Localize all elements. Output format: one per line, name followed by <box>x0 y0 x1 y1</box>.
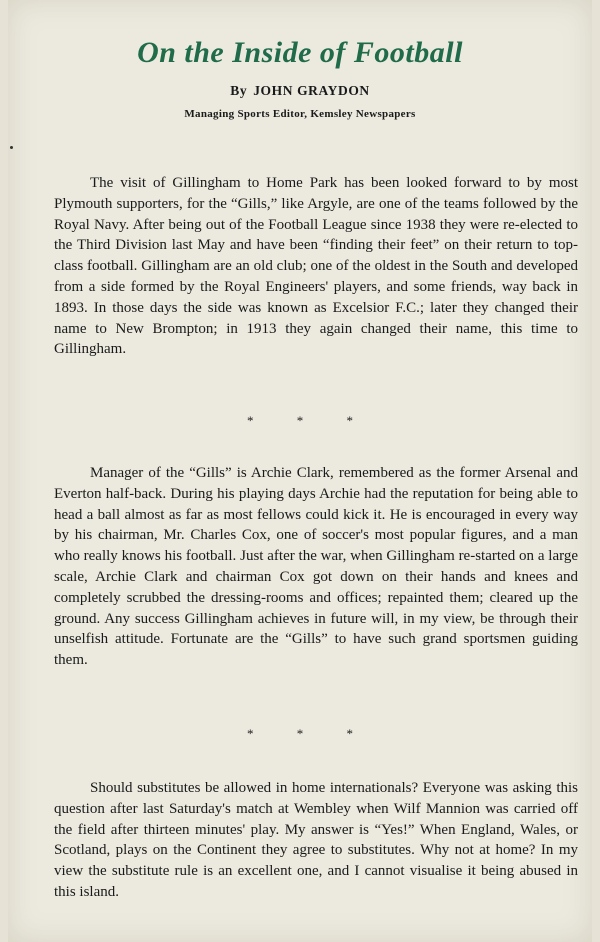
section-separator: * * * <box>247 413 353 428</box>
author-name: JOHN GRAYDON <box>253 83 370 98</box>
byline <box>0 83 600 99</box>
section-separator: * * * <box>247 726 353 741</box>
ink-speck <box>10 146 13 149</box>
paragraph-substitutes: Should substitutes be allowed in home internationals? Everyone was asking this question after last Saturday's match at Wembley when Wilf Mannion was carried off the field after thirteen minutes' play. My answer is “Yes!” When England, Wales, or Scotland, plays on the Continent they agree to substitutes. Why not at home? In my view the substitute rule is an excellent one, and I cannot visualise it being abused in this island. <box>54 780 578 900</box>
byline-prefix: By <box>230 83 248 98</box>
paragraph-archie-clark: Manager of the “Gills” is Archie Clark, remembered as the former Arsenal and Everton half-back. During his playing days Archie had the reputation for being able to head a ball almost as far as most fellows could kick it. He is encouraged in every way by his chairman, Mr. Charles Cox, one of soccer's most popular figures, and a man who really knows his football. Just after the war, when Gillingham re-started on a large scale, Archie Clark and chairman Cox got down on their hands and knees and completely scrubbed the dressing-rooms and offices; repainted them; cleared up the ground. Any success Gillingham achieves in future will, in my view, be through their unselfish attitude. Fortunate are the “Gills” to have such grand sportsmen guiding them. <box>54 465 578 669</box>
author-role: Managing Sports Editor, Kemsley Newspapers <box>184 108 416 120</box>
article-title: On the Inside of Football <box>137 36 463 69</box>
paragraph-gillingham-history: The visit of Gillingham to Home Park has been looked forward to by most Plymouth supporters, for the “Gills,” like Argyle, are one of the teams followed by the Royal Navy. After being out of the Football League since 1938 they were re-elected to the Third Division last May and have been “finding their feet” on their return to top-class football. Gillingham are an old club; one of the oldest in the South and developed from a side formed by the Royal Engineers' players, and some friends, way back in 1893. In those days the side was known as Excelsior F.C.; later they changed their name to New Brompton; in 1913 they again changed their name, this time to Gillingham. <box>54 175 578 358</box>
